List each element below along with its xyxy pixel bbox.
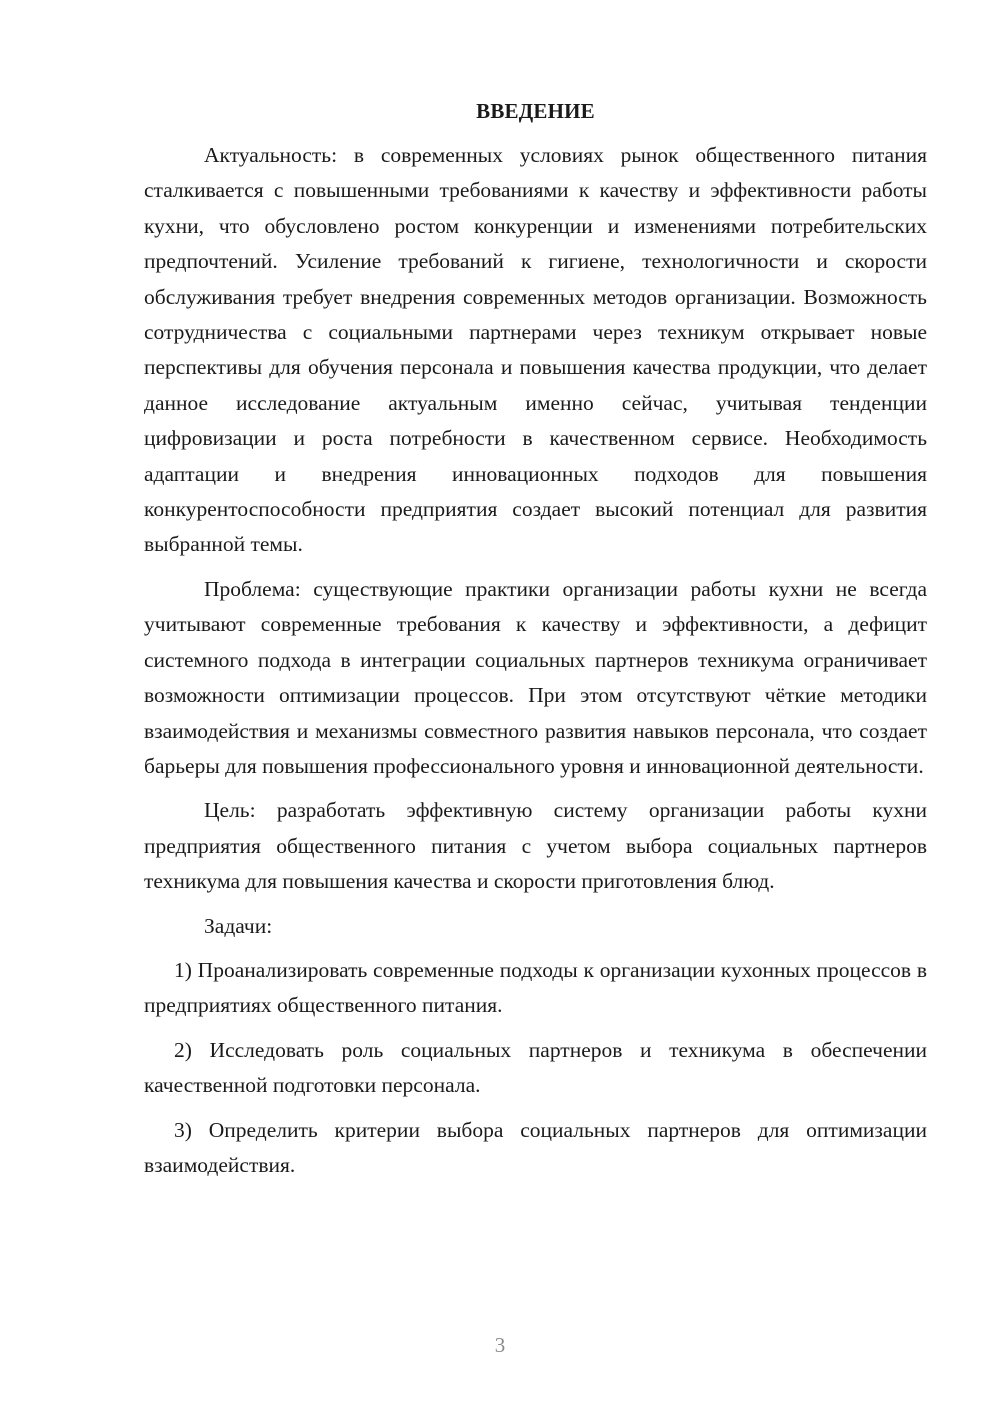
- tasks-heading: Задачи:: [204, 913, 273, 938]
- task-item-2: 2) Исследовать роль социальных партнеров и техникума в обеспечении качественной подготовки персонала.: [144, 1037, 927, 1098]
- relevance-paragraph: Актуальность: в современных условиях рынок общественного питания сталкивается с повышенными требованиями к качеству и эффективности работы кухни, что обусловлено ростом конкуренции и изменениями потребительских предпочтений. Усиление требований к гигиене, технологичности и скорости обслуживания требует внедрения современных методов организации. Возможность сотрудничества с социальными партнерами через техникум открывает новые перспективы для обучения персонала и повышения качества продукции, что делает данное исследование актуальным именно сейчас, учитывая тенденции цифровизации и роста потребности в качественном сервисе. Необходимость адаптации и внедрения инновационных подходов для повышения конкурентоспособности предприятия создает высокий потенциал для развития выбранной темы.: [144, 143, 927, 557]
- section-title: ВВЕДЕНИЕ: [476, 99, 595, 123]
- page-number: 3: [494, 1333, 506, 1357]
- problem-paragraph: Проблема: существующие практики организации работы кухни не всегда учитывают современные требования к качеству и эффективности, а дефицит системного подхода в интеграции социальных партнеров техникума ограничивает возможности оптимизации процессов. При этом отсутствуют чёткие методики взаимодействия и механизмы совместного развития навыков персонала, что создает барьеры для повышения профессионального уровня и инновационной деятельности.: [144, 576, 927, 778]
- goal-paragraph: Цель: разработать эффективную систему организации работы кухни предприятия общественного питания с учетом выбора социальных партнеров техникума для повышения качества и скорости приготовления блюд.: [144, 798, 927, 894]
- page-content: [144, 96, 927, 1192]
- task-item-3: 3) Определить критерии выбора социальных партнеров для оптимизации взаимодействия.: [144, 1117, 927, 1177]
- task-item-1: 1) Проанализировать современные подходы к организации кухонных процессов в предприятиях общественного питания.: [144, 957, 927, 1018]
